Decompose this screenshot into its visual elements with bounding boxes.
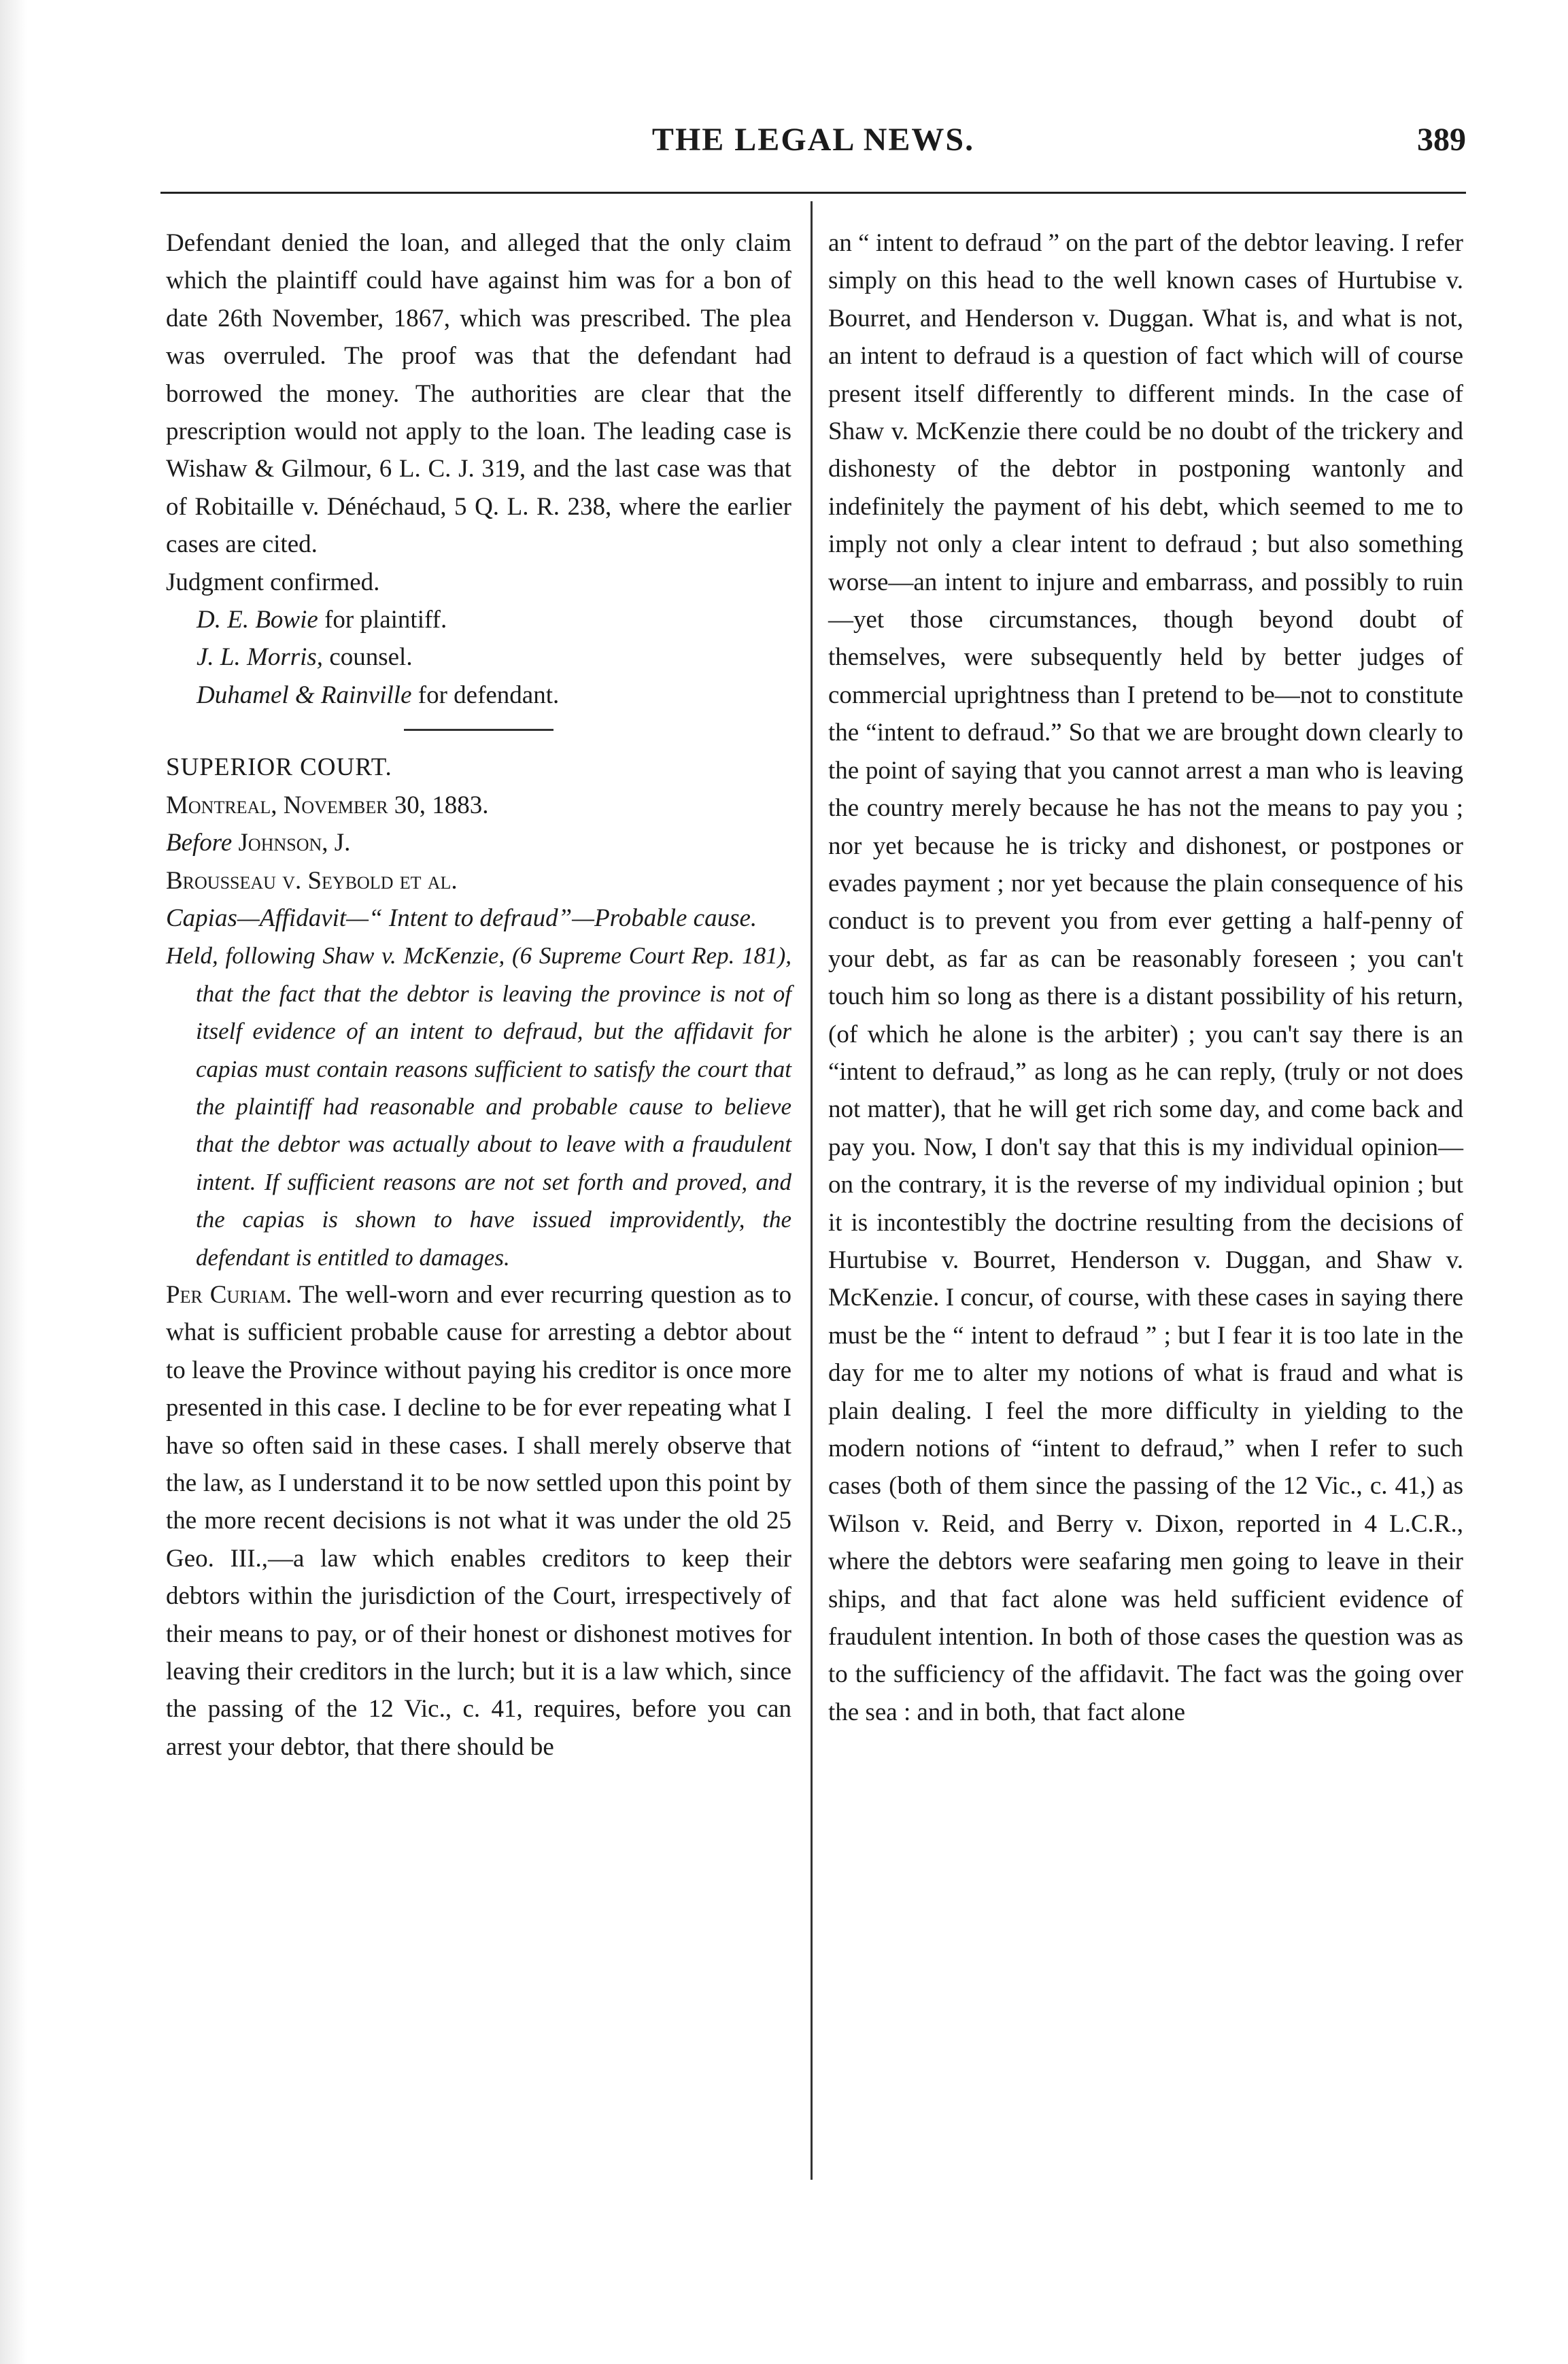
headnote: Held, following Shaw v. McKenzie, (6 Supreme Court Rep. 181), that the fact that the debtor is leaving the province is not of itself evidence of an intent to defraud, but the affidavit for capias must contain reasons sufficient to satisfy the court that the plaintiff had reasonable and probable cause to believe that the debtor was actually about to leave with a fraudulent intent. If sufficient reasons are not set forth and proved, and the capias is shown to have issued improvidently, the defendant is entitled to damages. <box>166 942 791 1271</box>
counsel-name: D. E. Bowie <box>197 606 318 634</box>
verdict: Judgment confirmed. <box>166 568 380 596</box>
scan-edge-shadow <box>0 0 27 2364</box>
counsel-name: J. L. Morris, <box>197 643 324 672</box>
opening-paragraph: Defendant denied the loan, and alleged that the only claim which the plaintiff could have against him was for a bon of date 26th November, 1867, which was prescribed. The plea was overruled. The proof was that the defendant had borrowed the money. The authorities are clear that the prescription would not apply to the loan. The leading case is Wishaw & Gilmour, 6 L. C. J. 319, and the last case was that of Robitaille v. Dénéchaud, 5 Q. L. R. 238, where the earlier cases are cited. <box>166 229 791 559</box>
column-divider <box>811 201 813 2180</box>
per-curiam-text: The well-worn and ever recurring question as to what is sufficient probable cause for arresting a debtor about to leave the Province without paying his creditor is once more presented in this case. I decline to be for ever repeating what I have so often said in these cases. I shall merely observe that the law, as I understand it to be now settled upon this point by the more recent decisions is not what it was under the old 25 Geo. III.,—a law which enables creditors to keep their debtors within the jurisdiction of the Court, irrespectively of their means to pay, or of their honest or dishonest motives for leaving their creditors in the lurch; but it is a law which, since the passing of the 12 Vic., c. 41, requires, before you can arrest your debtor, that there should be <box>166 1280 791 1761</box>
counsel-role: counsel. <box>329 643 413 672</box>
right-column <box>828 224 1463 1731</box>
header-rule <box>160 192 1466 194</box>
per-curiam-label: Per Curiam. <box>166 1280 292 1309</box>
counsel-line <box>166 601 791 638</box>
place-date: Montreal, November 30, 1883. <box>166 791 489 819</box>
case-name: Brousseau v. Seybold et al. <box>166 866 458 895</box>
page-header <box>160 102 1466 184</box>
right-column-text: an “ intent to defraud ” on the part of the debtor leaving. I refer simply on this head to the well known cases of Hurtubise v. Bourret, and Henderson v. Duggan. What is, and what is not, an intent to defraud is a question of fact which will of course present itself differently to different minds. In the case of Shaw v. McKenzie there could be no doubt of the trickery and dishonesty of the debtor in postponing wantonly and indefinitely the payment of his debt, which seemed to me to imply not only a clear intent to defraud ; but also something worse—an intent to injure and embarrass, and possibly to ruin—yet those circumstances, though beyond doubt of themselves, were subsequently held by better judges of commercial uprightness than I pretend to be—not to constitute the “intent to defraud.” So that we are brought down clearly to the point of saying that you cannot arrest a man who is leaving the country merely because he has not the means to pay you ; nor yet because he is tricky and dishonest, or postpones or evades payment ; nor yet because the plain consequence of his conduct is to prevent you from ever getting a half-penny of your debt, as far as can be reasonably foreseen ; you can't touch him so long as there is a distant possibility of his return, (of which he alone is the arbiter) ; you can't say there is an “intent to defraud,” as long as he can reply, (truly or not does not matter), that he will get rich some day, and come back and pay you. Now, I don't say that this is my individual opinion—on the contrary, it is the reverse of my individual opinion ; but it is incontestibly the doctrine resulting from the decisions of Hurtubise v. Bourret, Henderson v. Duggan, and Shaw v. McKenzie. I concur, of course, with these cases in saying there must be the “ intent to defraud ” ; but I fear it is too late in the day for me to alter my notions of what is fraud and what is plain dealing. I feel the more difficulty in yielding to the modern notions of “intent to defraud,” when I refer to such cases (both of them since the passing of the 12 Vic., c. 41,) as Wilson v. Reid, and Berry v. Dixon, reported in 4 L.C.R., where the debtors were seafaring men going to leave in their ships, and that fact alone was held sufficient evidence of fraudulent intention. In both of those cases the question was as to the sufficiency of the affidavit. The fact was the going over the sea : and in both, that fact alone <box>828 229 1463 1726</box>
counsel-role: for plaintiff. <box>324 606 447 634</box>
section-separator <box>404 729 553 731</box>
before-label: Before <box>166 829 233 857</box>
running-title: THE LEGAL NEWS. <box>651 122 975 158</box>
court-title: SUPERIOR COURT. <box>166 753 392 782</box>
before-judge: Johnson, J. <box>238 829 351 857</box>
before-line <box>166 824 791 861</box>
page-number: 389 <box>1417 122 1466 158</box>
counsel-line <box>166 676 791 714</box>
counsel-role: for defendant. <box>417 681 560 709</box>
counsel-name: Duhamel & Rainville <box>197 681 412 709</box>
left-column <box>166 224 791 1766</box>
counsel-line <box>166 638 791 676</box>
per-curiam-paragraph <box>166 1276 791 1766</box>
case-topic: Capias—Affidavit—“ Intent to defraud”—Probable cause. <box>166 904 757 932</box>
